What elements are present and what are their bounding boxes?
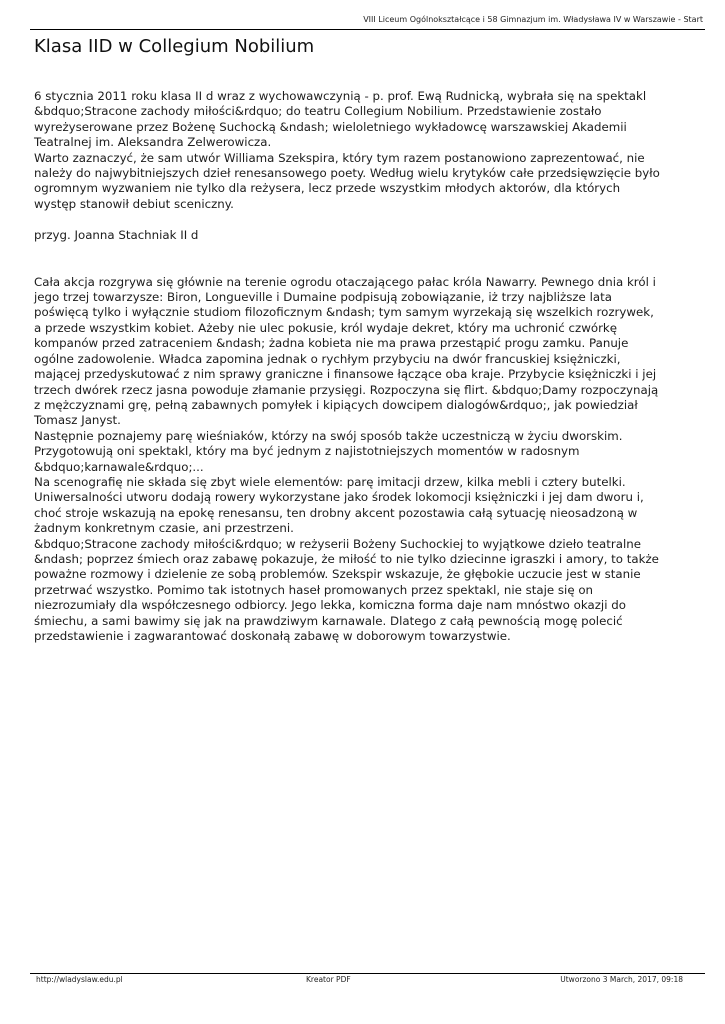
text-line: ogromnym wyzwaniem nie tylko dla reżysera, lecz przede wszystkim młodych aktorów, dla których bbox=[34, 181, 621, 196]
text-line: z mężczyznami grę, pełną zabawnych pomyłek i kipiących dowcipem dialogów&rdquo;, jak powiedział bbox=[34, 397, 638, 412]
text-line: poświęcą tylko i wyłącznie studiom filozoficznym &ndash; tym samym wyrzekają się wszelkich rozrywek, bbox=[34, 305, 654, 320]
text-line: Przygotowują oni spektakl, który ma być jednym z najistotniejszych momentów w radosnym bbox=[34, 444, 580, 459]
footer-url: http://wladyslaw.edu.pl bbox=[36, 975, 123, 984]
text-line: Następnie poznajemy parę wieśniaków, którzy na swój sposób także uczestniczą w życiu dworskim. bbox=[34, 428, 623, 443]
text-line: ogólne zadowolenie. Władca zapomina jednak o rychłym przybyciu na dwór francuskiej księżniczki, bbox=[34, 351, 621, 366]
text-line: &bdquo;Stracone zachody miłości&rdquo; w reżyserii Bożeny Suchockiej to wyjątkowe dzieło teatralne bbox=[34, 536, 641, 551]
text-line: śmiechu, a sami bawimy się jak na prawdziwym karnawale. Dlatego z całą pewnością mogę polecić bbox=[34, 613, 623, 628]
text-line: jego trzej towarzysze: Biron, Longueville i Dumaine podpisują zobowiązanie, iż trzy najbliższe lata bbox=[34, 290, 612, 305]
text-line: mającej przedyskutować z nim sprawy graniczne i finansowe łączące oba kraje. Przybycie księżniczki i jej bbox=[34, 367, 657, 382]
spacer bbox=[34, 212, 688, 228]
footer-generator: Kreator PDF bbox=[306, 975, 351, 984]
text-line: &ndash; poprzez śmiech oraz zabawę pokazuje, że miłość to nie tylko dziecinne igraszki i amory, to także bbox=[34, 551, 659, 566]
header-divider bbox=[30, 29, 705, 30]
text-line: niezrozumiały dla współczesnego odbiorcy. Jego lekka, komiczna forma daje nam mnóstwo okazji do bbox=[34, 598, 626, 613]
text-line: żadnym konkretnym czasie, ani przestrzeni. bbox=[34, 521, 294, 536]
text-line: występ stanowił debiut sceniczny. bbox=[34, 196, 234, 211]
body-paragraph bbox=[34, 275, 688, 645]
text-line: trzech dwórek rzecz jasna powoduje złamanie przysięgi. Rozpoczyna się flirt. &bdquo;Damy rozpoczynają bbox=[34, 382, 659, 397]
intro-paragraph bbox=[34, 89, 688, 212]
text-line: przedstawienie i zagwarantować doskonałą zabawę w doborowym towarzystwie. bbox=[34, 629, 511, 643]
text-line: poważne rozmowy i dzielenie ze sobą problemów. Szekspir wskazuje, że głębokie uczucie jest w stanie bbox=[34, 567, 641, 582]
text-line: Uniwersalności utworu dodają rowery wykorzystane jako środek lokomocji księżniczki i jej dam dworu i, bbox=[34, 490, 644, 505]
author-signature: przyg. Joanna Stachniak II d bbox=[34, 228, 199, 243]
text-line: Na scenografię nie składa się zbyt wiele elementów: parę imitacji drzew, kilka mebli i cztery butelki. bbox=[34, 474, 626, 489]
text-line: 6 stycznia 2011 roku klasa II d wraz z wychowawczynią - p. prof. Ewą Rudnicką, wybrała się na spektakl bbox=[34, 89, 647, 103]
text-line: Teatralnej im. Aleksandra Zelwerowicza. bbox=[34, 135, 272, 150]
text-line: przetrwać wszystko. Pomimo tak istotnych haseł promowanych przez spektakl, nie staje się on bbox=[34, 582, 594, 597]
spacer bbox=[34, 244, 688, 275]
footer-divider bbox=[30, 973, 705, 974]
text-line: Tomasz Janyst. bbox=[34, 413, 121, 428]
article-content bbox=[34, 89, 688, 644]
text-line: Cała akcja rozgrywa się głównie na terenie ogrodu otaczającego pałac króla Nawarry. Pewnego dnia król i bbox=[34, 274, 656, 289]
document-header: VIII Liceum Ogólnokształcące i 58 Gimnazjum im. Władysława IV w Warszawie - Start bbox=[363, 15, 703, 24]
text-line: wyreżyserowane przez Bożenę Suchocką &ndash; wieloletniego wykładowcę warszawskiej Akademii bbox=[34, 119, 627, 134]
text-line: a przede wszystkim kobiet. Ażeby nie ulec pokusie, król wydaje dekret, który ma uchronić czwórkę bbox=[34, 320, 618, 335]
text-line: Warto zaznaczyć, że sam utwór Williama Szekspira, który tym razem postanowiono zaprezentować, nie bbox=[34, 150, 645, 165]
text-line: choć stroje wskazują na epokę renesansu, ten drobny akcent pozostawia całą sytuację nieosadzoną w bbox=[34, 505, 638, 520]
text-line: &bdquo;karnawale&rdquo;... bbox=[34, 459, 204, 474]
footer-created-date: Utworzono 3 March, 2017, 09:18 bbox=[560, 975, 683, 984]
text-line: należy do najwybitniejszych dzieł renesansowego poety. Według wielu krytyków całe przedsięwzięcie było bbox=[34, 166, 660, 181]
text-line: kompanów przed zatraceniem &ndash; żadna kobieta nie ma prawa przestąpić progu zamku. Panuje bbox=[34, 336, 629, 351]
text-line: &bdquo;Stracone zachody miłości&rdquo; do teatru Collegium Nobilium. Przedstawienie zostało bbox=[34, 104, 602, 119]
article-title: Klasa IID w Collegium Nobilium bbox=[34, 36, 315, 57]
